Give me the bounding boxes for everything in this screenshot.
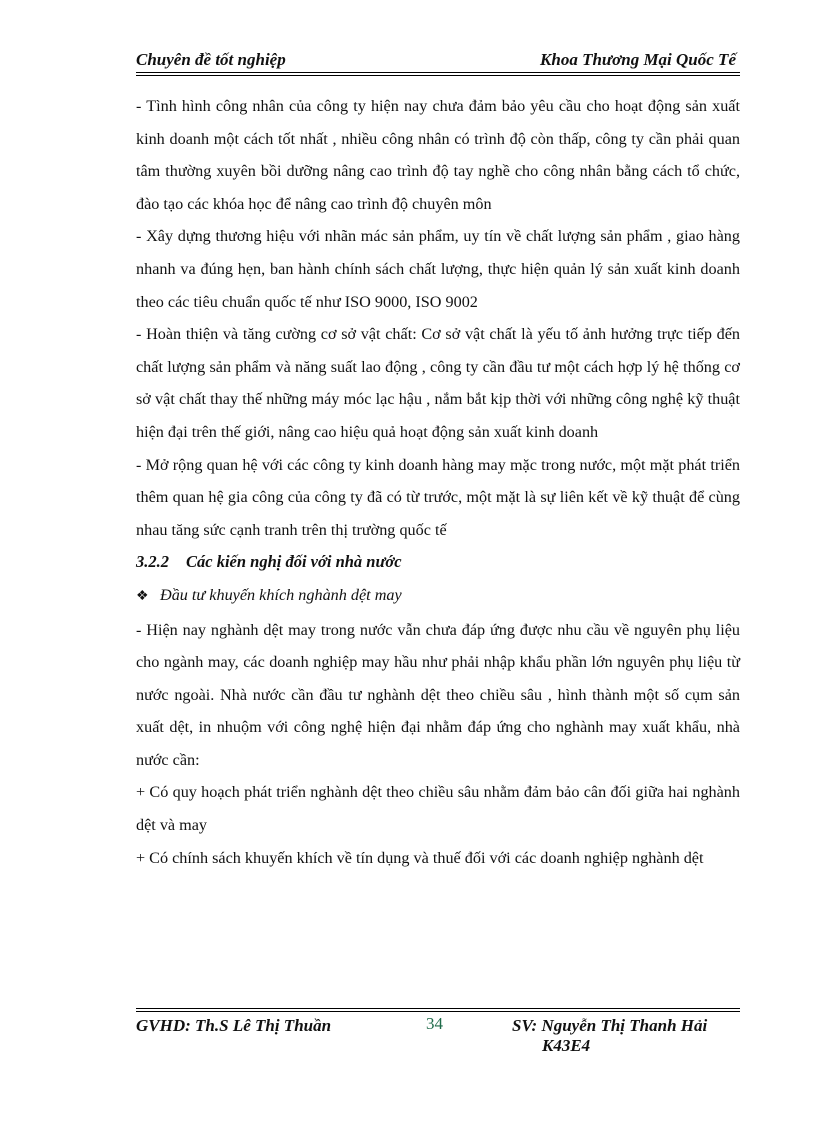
paragraph-credit-policy: + Có chính sách khuyến khích về tín dụng và thuế đối với các doanh nghiệp nghành dệt	[136, 848, 704, 867]
page-footer	[136, 1014, 740, 1064]
paragraph-facilities: - Hoàn thiện và tăng cường cơ sở vật chất: Cơ sở vật chất là yếu tố ảnh hưởng trực tiếp đến chất lượng sản phẩm và năng suất lao động , công ty cần đầu tư một cách hợp lý hệ thống cơ sở vật chất thay thế những máy móc lạc hậu , nắm bắt kịp thời với những công nghệ kỹ thuật hiện đại trên thế giới, nâng cao hiệu quả hoạt động sản xuất kinh doanh	[136, 325, 740, 441]
paragraph-planning: + Có quy hoạch phát triển nghành dệt theo chiều sâu nhằm đảm bảo cân đối giữa hai nghành dệt và may	[136, 783, 740, 835]
page-number: 34	[426, 1014, 443, 1033]
section-number: 3.2.2	[136, 552, 169, 572]
diamond-bullet-icon: ❖	[136, 588, 149, 604]
header-right-title: Khoa Thương Mại Quốc Tế	[540, 50, 736, 69]
footer-student	[512, 1016, 740, 1056]
section-heading	[136, 546, 740, 579]
footer-advisor: GVHD: Th.S Lê Thị Thuần	[136, 1016, 332, 1035]
page-header	[136, 48, 740, 74]
footer-student-class: K43E4	[542, 1036, 591, 1055]
subsection-title: Đầu tư khuyến khích nghành dệt may	[160, 585, 402, 604]
footer-rule	[136, 1008, 740, 1012]
paragraph-brand-building: - Xây dựng thương hiệu với nhãn mác sản phẩm, uy tín về chất lượng sản phẩm , giao hàng nhanh va đúng hẹn, ban hành chính sách chất lượng, thực hiện quản lý sản xuất kinh doanh theo các tiêu chuẩn quốc tế như ISO 9000, ISO 9002	[136, 227, 740, 311]
paragraph-worker-training: - Tình hình công nhân của công ty hiện nay chưa đảm bảo yêu cầu cho hoạt động sản xuất kinh doanh một cách tốt nhất , nhiều công nhân có trình độ còn thấp, công ty cần phải quan tâm thường xuyên bồi dưỡng nâng cao trình độ tay nghề cho công nhân bằng cách tổ chức, đào tạo các khóa học để nâng cao trình độ chuyên môn	[136, 97, 740, 213]
header-left-title: Chuyên đề tốt nghiệp	[136, 50, 286, 69]
header-rule	[136, 72, 740, 76]
subsection-heading	[136, 579, 740, 614]
footer-student-name: SV: Nguyễn Thị Thanh Hải	[512, 1016, 708, 1035]
page-body	[136, 90, 740, 874]
paragraph-textile-investment: - Hiện nay nghành dệt may trong nước vẫn chưa đáp ứng được nhu cầu về nguyên phụ liệu cho ngành may, các doanh nghiệp may hầu như phải nhập khẩu phần lớn nguyên phụ liệu từ nước ngoài. Nhà nước cần đầu tư nghành dệt theo chiều sâu , hình thành một số cụm sản xuất dệt, in nhuộm với công nghệ hiện đại nhằm đáp ứng cho nghành may xuất khẩu, nhà nước cần:	[136, 620, 740, 769]
section-title: Các kiến nghị đối với nhà nước	[186, 552, 402, 572]
paragraph-cooperation: - Mở rộng quan hệ với các công ty kinh doanh hàng may mặc trong nước, một mặt phát triển thêm quan hệ gia công của công ty đã có từ trước, một mặt là sự liên kết về kỹ thuật để cùng nhau tăng sức cạnh tranh trên thị trường quốc tế	[136, 455, 740, 539]
